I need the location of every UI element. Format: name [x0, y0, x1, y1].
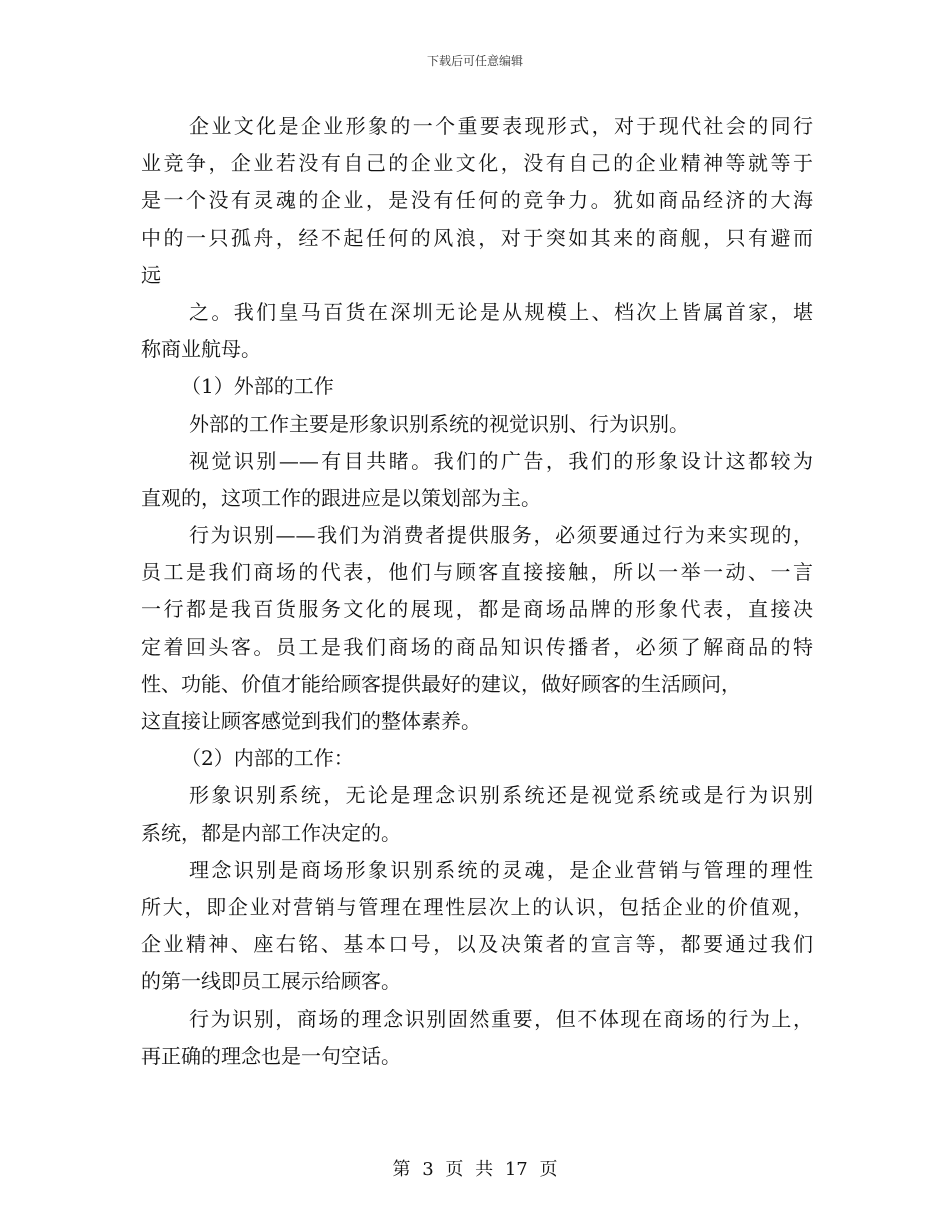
paragraph-line: 企业精神、座右铭、基本口号，以及决策者的宣言等，都要通过我们: [141, 932, 813, 957]
paragraph-line: 性、功能、价值才能给顾客提供最好的建议，做好顾客的生活顾问，: [141, 671, 741, 696]
paragraph-line: 一行都是我百货服务文化的展现，都是商场品牌的形象代表，直接决: [141, 597, 813, 622]
paragraph-line: 所大，即企业对营销与管理在理性层次上的认识，包括企业的价值观，: [141, 894, 813, 919]
paragraph-line: 形象识别系统，无论是理念识别系统还是视觉系统或是行为识别: [189, 783, 813, 808]
paragraph-line: 再正确的理念也是一句空话。: [141, 1043, 401, 1068]
paragraph-line: 远: [141, 262, 161, 287]
paragraph-line: 外部的工作主要是形象识别系统的视觉识别、行为识别。: [189, 411, 689, 436]
page-number: 第 3 页 共 17 页: [392, 1159, 558, 1180]
paragraph-line: 业竞争，企业若没有自己的企业文化，没有自己的企业精神等就等于: [141, 151, 813, 176]
paragraph-line: 理念识别是商场形象识别系统的灵魂，是企业营销与管理的理性: [189, 857, 813, 882]
paragraph-line: 称商业航母。: [141, 337, 261, 362]
section-heading: （1）外部的工作: [181, 374, 334, 399]
paragraph-line: 企业文化是企业形象的一个重要表现形式，对于现代社会的同行: [189, 114, 813, 138]
paragraph-line: 行为识别，商场的理念识别固然重要，但不体现在商场的行为上，: [189, 1006, 813, 1031]
page-header-note: 下载后可任意编辑: [426, 54, 523, 68]
paragraph-line: 中的一只孤舟，经不起任何的风浪，对于突如其来的商舰，只有避而: [141, 225, 813, 250]
paragraph-line: 系统，都是内部工作决定的。: [141, 820, 401, 845]
paragraph-line: 这直接让顾客感觉到我们的整体素养。: [141, 709, 481, 733]
paragraph-line: 是一个没有灵魂的企业，是没有任何的竞争力。犹如商品经济的大海: [141, 188, 813, 213]
paragraph-line: 员工是我们商场的代表，他们与顾客直接接触，所以一举一动、一言: [141, 560, 813, 585]
document-body: [141, 108, 813, 1075]
paragraph-line: 直观的，这项工作的跟进应是以策划部为主。: [141, 485, 541, 510]
paragraph-line: 之。我们皇马百货在深圳无论是从规模上、档次上皆属首家，堪: [189, 299, 813, 324]
paragraph-line: 定着回头客。员工是我们商场的商品知识传播者，必须了解商品的特: [141, 634, 813, 659]
section-heading: （2）内部的工作：: [181, 746, 354, 771]
paragraph-line: 的第一线即员工展示给顾客。: [141, 969, 401, 994]
paragraph-line: 行为识别——我们为消费者提供服务，必须要通过行为来实现的，: [189, 523, 813, 548]
paragraph-line: 视觉识别——有目共睹。我们的广告，我们的形象设计这都较为: [189, 448, 813, 473]
